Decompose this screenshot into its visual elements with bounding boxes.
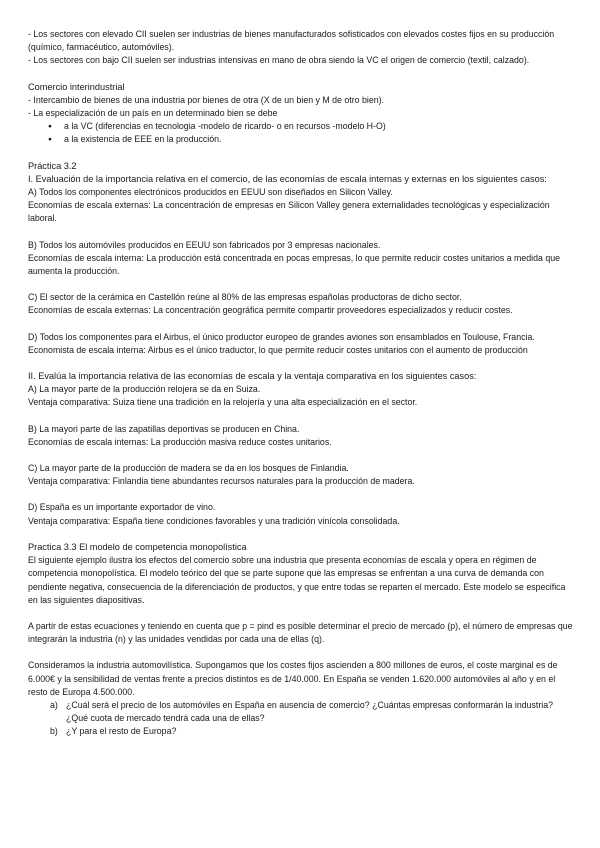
list-item: ● a la VC (diferencias en tecnologia -modelo de ricardo- o en recursos -modelo H-O) — [48, 120, 574, 133]
case-question: A) La mayor parte de la producción relojera se da en Suiza. — [28, 384, 261, 395]
practice-3-3-title: Practica 3.3 El modelo de competencia monopolística — [28, 541, 247, 552]
case-question: C) El sector de la cerámica en Castellón reúne al 80% de las empresas españolas productoras de dicho sector. — [28, 292, 462, 303]
case-answer: Ventaja comparativa: Suiza tiene una tradición en la relojería y una alta especialización en el sector. — [28, 397, 418, 408]
bullet-list — [28, 120, 574, 146]
comercio-line: - Intercambio de bienes de una industria por bienes de otra (X de un bien y M de otro bien). — [28, 94, 384, 105]
comercio-line: - La especialización de un país en un determinado bien se debe — [28, 108, 278, 119]
case-question: A) Todos los componentes electrónicos producidos en EEUU son diseñados en Silicon Valley. — [28, 187, 393, 198]
case-answer: Economías de escala internas: La producción masiva reduce costes unitarios. — [28, 436, 332, 447]
list-item — [50, 699, 574, 725]
case-answer: Economías de escala externas: La concentración geográfica permite compartir proveedores especializados y reducir costes. — [28, 305, 513, 316]
list-item: ● a la existencia de EEE en la producción. — [48, 133, 574, 146]
case-question: C) La mayor parte de la producción de madera se da en los bosques de Finlandia. — [28, 463, 349, 474]
case-answer: Economista de escala interna: Airbus es el único traductor, lo que permite reducir costes unitarios con el aumento de producción — [28, 344, 528, 355]
case-question: D) Todos los componentes para el Airbus, el único productor europeo de grandes aviones son ensamblados en Toulouse, Francia. — [28, 331, 535, 342]
case-answer: Economías de escala interna: La producción está concentrada en pocas empresas, lo que permite reducir costes unitarios a medida que aumenta la producción. — [28, 252, 561, 277]
question-text: ¿Cuál será el precio de los automóviles en España en ausencia de comercio? ¿Cuántas empresas conformarán la industria? ¿Qué cuota de mercado tendrá cada una de ellas? — [66, 699, 554, 724]
intro-line-cii-low: - Los sectores con bajo CII suelen ser industrias intensivas en mano de obra siendo la VC el origen de comercio (textil, calzado). — [28, 55, 530, 66]
practice-3-3-paragraph: A partir de estas ecuaciones y teniendo en cuenta que p = pind es posible determinar el precio de mercado (p), el número de empresas que integrarán la industria (n) y las unidades vendidas por cada una de ellas (q). — [28, 620, 573, 645]
document-body — [28, 28, 574, 739]
question-label: a) — [50, 699, 58, 710]
question-label: b) — [50, 726, 58, 737]
intro-line-cii-high: - Los sectores con elevado CII suelen ser industrias de bienes manufacturados sofisticados con elevados costes fijos en su producción (químico, farmacéutico, automóviles). — [28, 29, 555, 53]
practice-3-3-paragraph: Consideramos la industria automovilística. Supongamos que los costes fijos ascienden a 800 millones de euros, el coste marginal es de 6.000€ y la sensibilidad de ventas frente a precios distintos es de 1/40.000. En España se venden 1.620.000 automóviles al año y en el resto de Europa 4.500.000. — [28, 660, 558, 697]
practice-3-2-title: Práctica 3.2 — [28, 160, 77, 171]
list-item — [50, 725, 574, 738]
case-question: D) España es un importante exportador de vino. — [28, 502, 216, 513]
practice-3-2-section-2-title: II. Evalúa la importancia relativa de las economías de escala y la ventaja comparativa en los siguientes casos: — [28, 371, 477, 382]
case-answer: Economías de escala externas: La concentración de empresas en Silicon Valley genera externalidades tecnológicas y especialización laboral. — [28, 200, 550, 224]
case-answer: Ventaja comparativa: Finlandia tiene abundantes recursos naturales para la producción de madera. — [28, 476, 415, 487]
case-answer: Ventaja comparativa: España tiene condiciones favorables y una tradición vinícola consolidada. — [28, 515, 400, 526]
section-title-comercio-interindustrial: Comercio interindustrial — [28, 81, 125, 92]
practice-3-3-intro: El siguiente ejemplo ilustra los efectos del comercio sobre una industria que presenta economías de escala y opera en régimen de competencia monopolística. El modelo teórico del que se parte supone que las empresas se enfrentan a una curva de demanda con pendiente negativa, consecuencia de la diferenciación de productos, y que entre todas se reparten el mercado. Este modelo se especifica en las siguientes diapositivas. — [28, 555, 566, 605]
question-text: ¿Y para el resto de Europa? — [66, 726, 177, 737]
case-question: B) La mayori parte de las zapatillas deportivas se producen en China. — [28, 423, 300, 434]
question-list — [28, 699, 574, 739]
practice-3-2-section-1-title: I. Evaluación de la importancia relativa en el comercio, de las economías de escala internas y externas en los siguientes casos: — [28, 173, 547, 184]
case-question: B) Todos los automóviles producidos en EEUU son fabricados por 3 empresas nacionales. — [28, 239, 381, 250]
